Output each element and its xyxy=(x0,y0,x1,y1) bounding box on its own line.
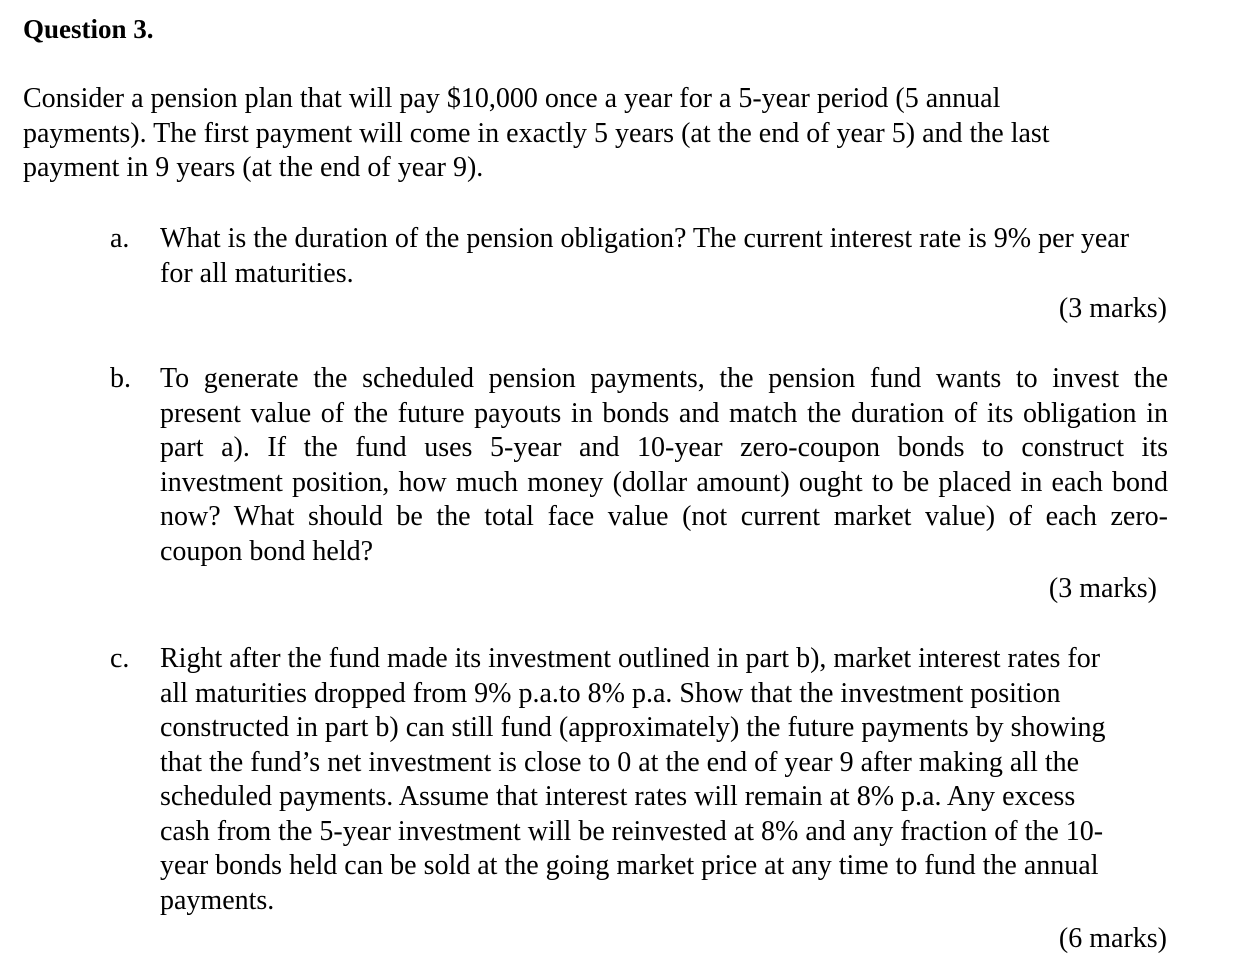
part-b-text xyxy=(160,362,1168,569)
part-a-letter: a. xyxy=(110,223,130,254)
part-a-marks: (3 marks) xyxy=(1058,293,1167,324)
part-c-line: Right after the fund made its investment outlined in part b), market interest rates for xyxy=(160,643,1101,674)
part-c-line: scheduled payments. Assume that interest rates will remain at 8% p.a. Any excess xyxy=(160,781,1076,812)
part-a-text xyxy=(160,222,1168,291)
part-b-letter: b. xyxy=(110,363,131,394)
part-b-line: present value of the future payouts in bonds and match the duration of its obligation in xyxy=(160,397,1168,429)
part-c-line: year bonds held can be sold at the going market price at any time to fund the annual xyxy=(160,850,1099,881)
part-c-line: constructed in part b) can still fund (approximately) the future payments by showing xyxy=(160,712,1106,743)
part-c-line: payments. xyxy=(160,884,275,916)
question-title: Question 3. xyxy=(23,14,154,44)
part-b-line: To generate the scheduled pension payments, the pension fund wants to invest the xyxy=(160,363,1168,394)
part-a-line: What is the duration of the pension obligation? The current interest rate is 9% per year xyxy=(160,223,1130,254)
part-c-line: cash from the 5-year investment will be reinvested at 8% and any fraction of the 10- xyxy=(160,815,1104,847)
question-intro xyxy=(23,82,1203,186)
intro-line: payment in 9 years (at the end of year 9). xyxy=(23,152,484,183)
part-c-letter: c. xyxy=(110,643,130,674)
part-c-text xyxy=(160,642,1160,918)
part-b-line: part a). If the fund uses 5-year and 10-year zero-coupon bonds to construct its xyxy=(160,432,1168,463)
part-a-line: for all maturities. xyxy=(160,257,354,289)
part-c-line: that the fund’s net investment is close to 0 at the end of year 9 after making all the xyxy=(160,746,1080,778)
part-c-marks: (6 marks) xyxy=(1058,923,1167,954)
part-c-line: all maturities dropped from 9% p.a.to 8% p.a. Show that the investment position xyxy=(160,677,1061,709)
part-b-line: coupon bond held? xyxy=(160,535,374,567)
part-b-line: now? What should be the total face value (not current market value) of each zero- xyxy=(160,501,1168,532)
intro-line: payments). The first payment will come in exactly 5 years (at the end of year 5) and the last xyxy=(23,117,1050,149)
part-b-line: investment position, how much money (dollar amount) ought to be placed in each bond xyxy=(160,466,1168,498)
intro-line: Consider a pension plan that will pay $10,000 once a year for a 5-year period (5 annual xyxy=(23,83,1001,114)
part-b-marks: (3 marks) xyxy=(1048,573,1157,604)
